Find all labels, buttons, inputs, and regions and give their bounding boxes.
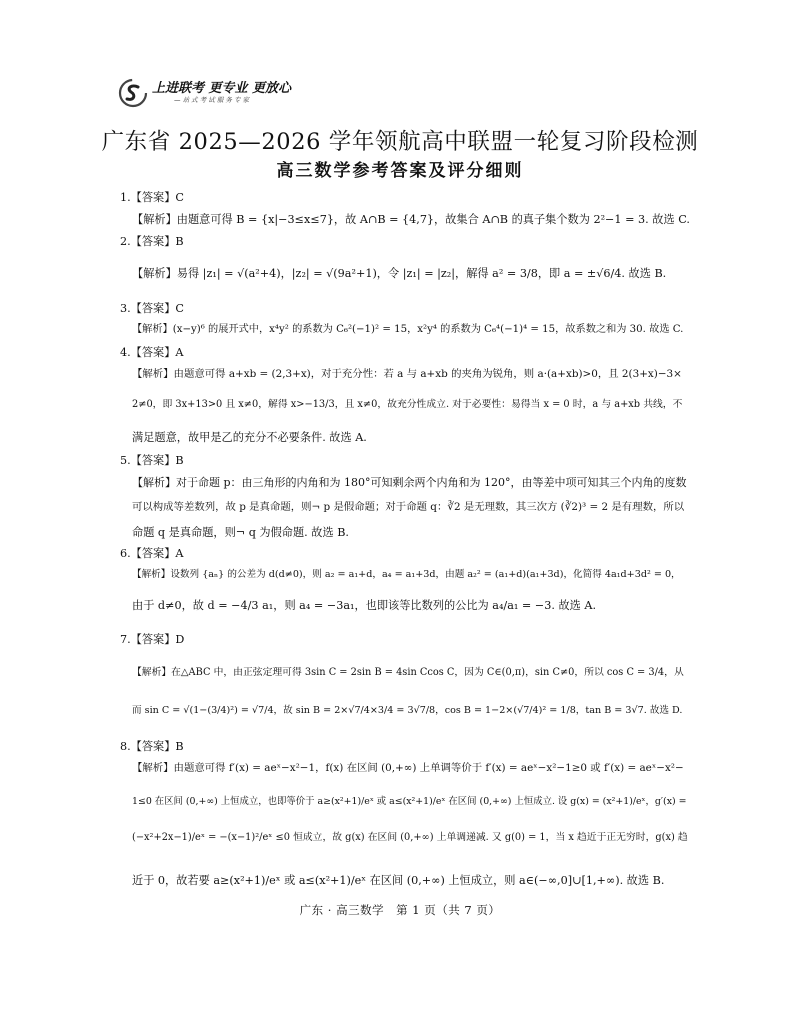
answer-line: 3.【答案】C: [120, 302, 184, 315]
answer-line: 7.【答案】D: [120, 633, 185, 646]
document-subtitle: 高三数学参考答案及评分细则: [276, 161, 524, 181]
explanation-line: 满足题意，故甲是乙的充分不必要条件. 故选 A.: [132, 431, 367, 444]
explanation-line: 【解析】(x−y)⁶ 的展开式中，x⁴y² 的系数为 C₆²(−1)² = 15，x²y⁴ 的系数为 C₆⁴(−1)⁴ = 15，故系数之和为 30. 故选 C.: [132, 324, 684, 335]
explanation-line: 【解析】由题意可得 a+xb = (2,3+x)，对于充分性：若 a 与 a+xb 的夹角为锐角，则 a·(a+xb)>0，且 2(3+x)−3×: [132, 368, 682, 380]
explanation-line: 【解析】在△ABC 中，由正弦定理可得 3sin C = 2sin B = 4sin Ccos C，因为 C∈(0,π)，sin C≠0，所以 cos C = 3/4，从: [132, 667, 684, 678]
explanation-line: 2≠0，即 3x+13>0 且 x≠0，解得 x>−13/3，且 x≠0，故充分性成立. 对于必要性：易得当 x = 0 时，a 与 a+xb 共线，不: [132, 399, 683, 410]
explanation-line: 可以构成等差数列，故 p 是真命题，则¬ p 是假命题；对于命题 q：∛2 是无理数，其三次方 (∛2)³ = 2 是有理数，所以: [132, 501, 685, 513]
header-logo: [118, 76, 291, 110]
explanation-line: 【解析】易得 |z₁| = √(a²+4)，|z₂| = √(9a²+1)，令 |z₁| = |z₂|，解得 a² = 3/8，即 a = ±√6/4. 故选 B.: [132, 267, 667, 280]
logo-slogan: 上进联考 更专业 更放心: [152, 81, 292, 96]
explanation-line: 【解析】由题意可得 f′(x) = aeˣ−x²−1，f(x) 在区间 (0,+∞) 上单调等价于 f′(x) = aeˣ−x²−1≥0 或 f′(x) = aeˣ−x²−: [132, 762, 684, 774]
explanation-line: (−x²+2x−1)/eˣ = −(x−1)²/eˣ ≤0 恒成立，故 g(x) 在区间 (0,+∞) 上单调递减. 又 g(0) = 1，当 x 趋近于正无穷时，g(x) 趋: [132, 832, 688, 843]
swirl-s-logo-icon: [118, 78, 148, 108]
explanation-line: 1≤0 在区间 (0,+∞) 上恒成立，也即等价于 a≥(x²+1)/eˣ 或 a≤(x²+1)/eˣ 在区间 (0,+∞) 上恒成立. 设 g(x) = (x²+1)/eˣ，g′(x) =: [132, 796, 687, 807]
answer-line: 6.【答案】A: [120, 547, 184, 560]
page-footer: 广东 · 高三数学 第 1 页（共 7 页）: [299, 903, 501, 917]
explanation-line: 命题 q 是真命题，则¬ q 为假命题. 故选 B.: [132, 526, 349, 539]
explanation-line: 【解析】由题意可得 B = {x|−3≤x≤7}，故 A∩B = {4,7}，故集合 A∩B 的真子集个数为 2²−1 = 3. 故选 C.: [132, 213, 690, 226]
answer-line: 2.【答案】B: [120, 235, 184, 248]
answer-line: 4.【答案】A: [120, 346, 184, 359]
logo-subtitle: — 站 式 考 试 服 务 专 家: [174, 96, 250, 104]
explanation-line: 【解析】设数列 {aₙ} 的公差为 d(d≠0)，则 a₂ = a₁+d，a₄ = a₁+3d，由题 a₂² = (a₁+d)(a₁+3d)，化简得 4a₁d+3d² = 0，: [132, 569, 681, 580]
answer-line: 8.【答案】B: [120, 740, 184, 753]
answer-line: 1.【答案】C: [120, 191, 184, 204]
explanation-line: 而 sin C = √(1−(3/4)²) = √7/4，故 sin B = 2×√7/4×3/4 = 3√7/8，cos B = 1−2×(√7/4)² = 1/8，tan B = 3√7. 故选 D.: [132, 705, 683, 716]
explanation-line: 由于 d≠0，故 d = −4/3 a₁，则 a₄ = −3a₁，也即该等比数列的公比为 a₄/a₁ = −3. 故选 A.: [132, 599, 597, 612]
explanation-line: 【解析】对于命题 p：由三角形的内角和为 180°可知剩余两个内角和为 120°，由等差中项可知其三个内角的度数: [132, 476, 687, 489]
explanation-line: 近于 0，故若要 a≥(x²+1)/eˣ 或 a≤(x²+1)/eˣ 在区间 (0,+∞) 上恒成立，则 a∈(−∞,0]∪[1,+∞). 故选 B.: [132, 874, 665, 887]
document-title: 广东省 2025—2026 学年领航高中联盟一轮复习阶段检测: [101, 129, 699, 155]
answer-line: 5.【答案】B: [120, 454, 184, 467]
